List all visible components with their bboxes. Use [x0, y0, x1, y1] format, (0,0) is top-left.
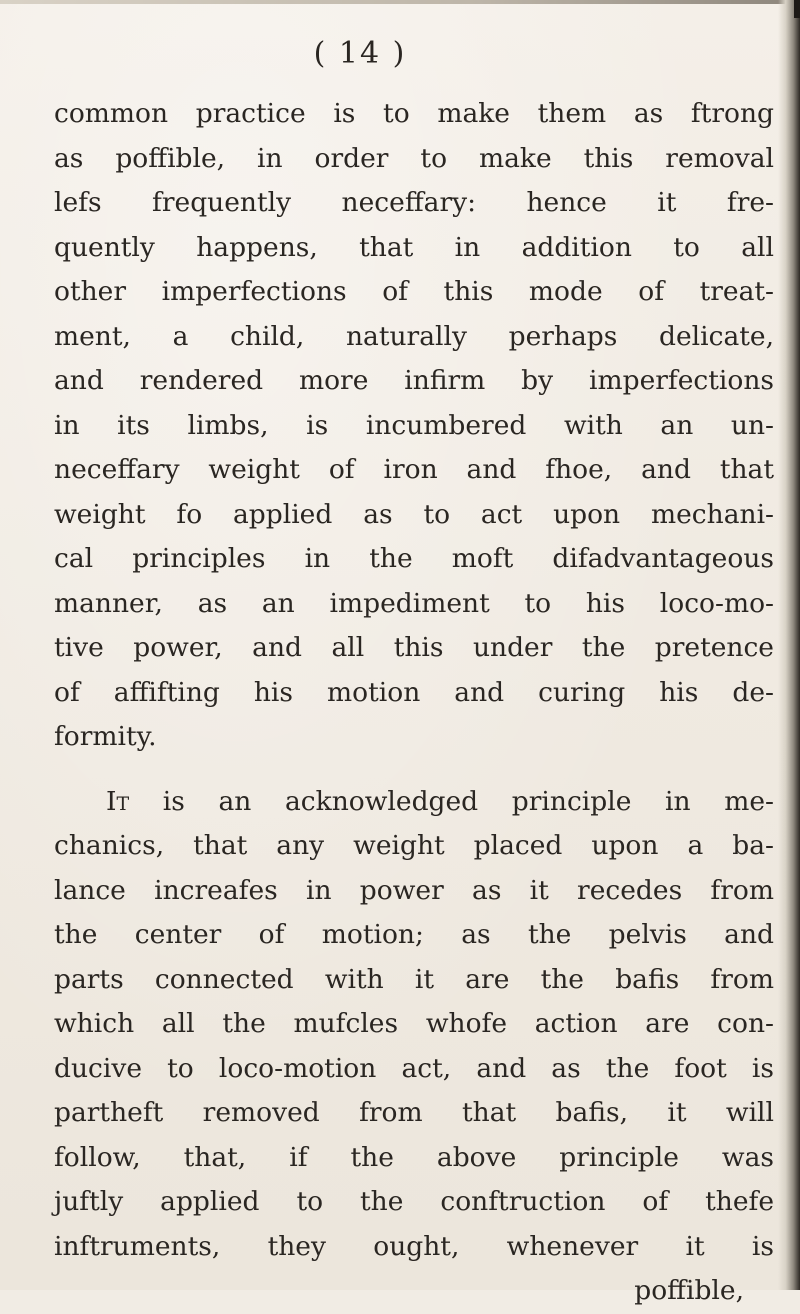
paragraph-lead-word: It — [106, 785, 130, 817]
text-line: lefs frequently neceffary: hence it fre- — [54, 187, 774, 218]
body-text — [54, 92, 774, 1314]
paragraph-1 — [54, 92, 774, 760]
text-line: cal principles in the moft difadvantageous — [54, 543, 774, 574]
page-number: ( 14 ) — [313, 36, 407, 71]
text-line: manner, as an impediment to his loco-mo- — [54, 587, 774, 619]
text-line: chanics, that any weight placed upon a ba- — [54, 830, 774, 861]
text-line: and rendered more infirm by imperfections — [54, 365, 774, 396]
text-line: inftruments, they ought, whenever it is — [54, 1230, 774, 1262]
text-line: the center of motion; as the pelvis and — [54, 919, 774, 950]
text-line: lance increafes in power as it recedes from — [54, 874, 774, 906]
text-line: common practice is to make them as ftrong — [54, 98, 774, 129]
text-line: which all the mufcles whofe action are con- — [54, 1008, 774, 1039]
text-line: follow, that, if the above principle was — [54, 1141, 774, 1173]
paragraph-2 — [54, 780, 774, 1314]
text-line: in its limbs, is incumbered with an un- — [54, 409, 774, 441]
text-line: formity. — [54, 721, 157, 752]
text-line: of affifting his motion and curing his de- — [54, 676, 774, 708]
text-line: ment, a child, naturally perhaps delicate, — [54, 320, 774, 352]
text-line: other imperfections of this mode of treat- — [54, 276, 774, 307]
text-line: juftly applied to the conftruction of thefe — [54, 1186, 774, 1217]
page-top-edge — [0, 0, 800, 4]
text-line: ducive to loco-motion act, and as the foot is — [54, 1052, 774, 1084]
text-line-first — [54, 780, 774, 825]
paragraph-gap — [54, 760, 774, 780]
page-binding-edge — [778, 0, 800, 1290]
text-line: parts connected with it are the bafis from — [54, 963, 774, 995]
text-line-rest: is an acknowledged principle in me- — [162, 785, 774, 817]
text-line: quently happens, that in addition to all — [54, 231, 774, 263]
text-line: tive power, and all this under the pretence — [54, 632, 774, 663]
text-line: partheft removed from that bafis, it will — [54, 1097, 774, 1128]
text-line: weight fo applied as to act upon mechani- — [54, 498, 774, 530]
text-line: as poffible, in order to make this removal — [54, 142, 774, 174]
catchword: poffible, — [634, 1275, 744, 1306]
text-line: neceffary weight of iron and fhoe, and that — [54, 454, 774, 485]
